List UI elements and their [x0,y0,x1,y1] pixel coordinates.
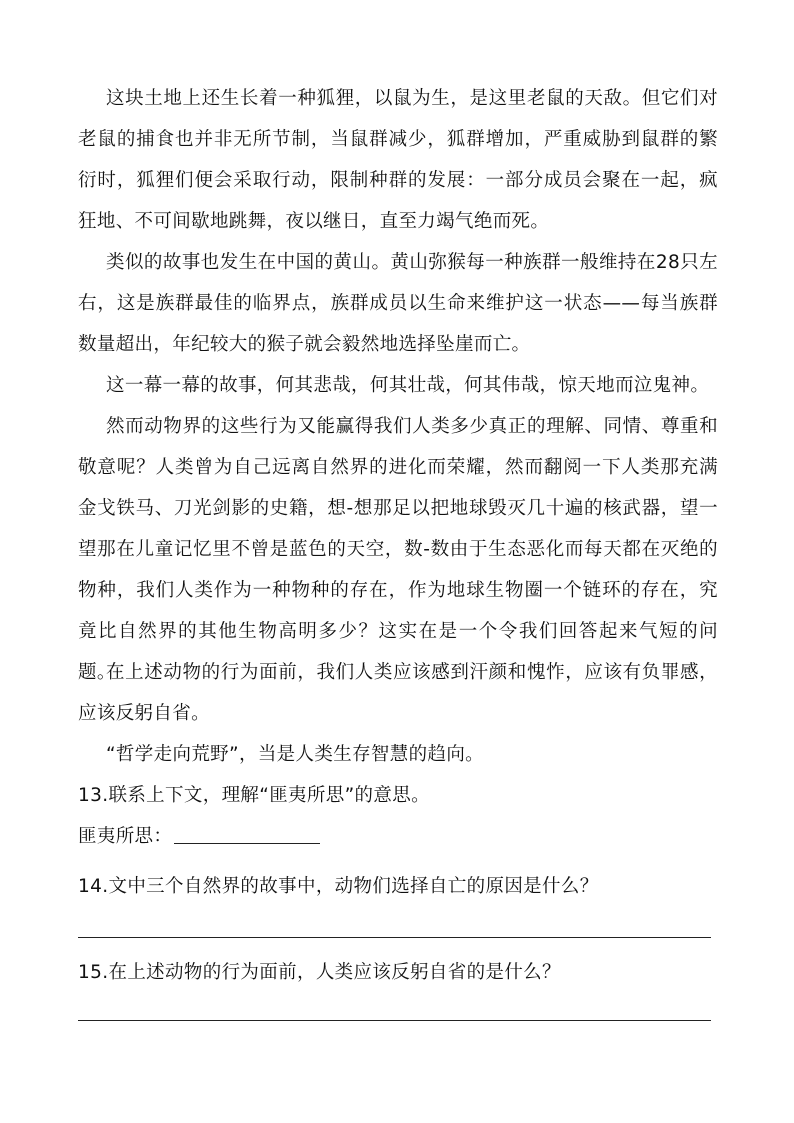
question-15-answer-line[interactable] [78,1020,711,1021]
question-14-answer-line[interactable] [78,937,711,938]
question-15: 15.在上述动物的行为面前，人类应该反躬自省的是什么？ [78,962,561,983]
question-13-answer-row [78,816,718,857]
question-14: 14.文中三个自然界的故事中，动物们选择自亡的原因是什么？ [78,876,599,897]
question-13-answer-blank[interactable] [174,823,320,844]
paragraph-human-reflection: 然而动物界的这些行为又能赢得我们人类多少真正的理解、同情、尊重和敬意呢？人类曾为自己远离自然界的进化而荣耀，然而翻阅一下人类那充满金戈铁马、刀光剑影的史籍，想-想那足以把地球毁灭几十遍的核武器，望一望那在儿童记忆里不曾是蓝色的天空，数-数由于生态恶化而每天都在灭绝的物种，我们人类作为一种物种的存在，作为地球生物圈一个链环的存在，究竟比自然界的其他生物高明多少？这实在是一个令我们回答起来气短的问题。 [78,416,718,683]
question-13-answer-label: 匪夷所思： [78,826,173,847]
question-13: 13.联系上下文，理解“匪夷所思”的意思。 [78,785,430,806]
paragraph-exclamation: 这一幕一幕的故事，何其悲哉，何其壮哉，何其伟哉，惊天地而泣鬼神。 [106,375,710,396]
paragraph-shame: 在上述动物的行为面前，我们人类应该感到汗颜和愧怍，应该有负罪感，应该反躬自省。 [78,662,718,724]
paragraph-fox-story: 这块土地上还生长着一种狐狸，以鼠为生，是这里老鼠的天敌。但它们对老鼠的捕食也并非无所节制，当鼠群减少，狐群增加，严重威胁到鼠群的繁衍时，狐狸们便会采取行动，限制种群的发展：一部分成员会聚在一起，疯狂地、不可间歇地跳舞，夜以继日，直至力竭气绝而死。 [78,88,718,232]
paragraph-huangshan-monkeys: 类似的故事也发生在中国的黄山。黄山弥猴每一种族群一般维持在28只左右，这是族群最佳的临界点，族群成员以生命来维护这一状态——每当族群数量超出，年纪较大的猴子就会毅然地选择坠崖而亡。 [78,252,718,355]
paragraph-philosophy: “哲学走向荒野”，当是人类生存智慧的趋向。 [106,744,485,765]
